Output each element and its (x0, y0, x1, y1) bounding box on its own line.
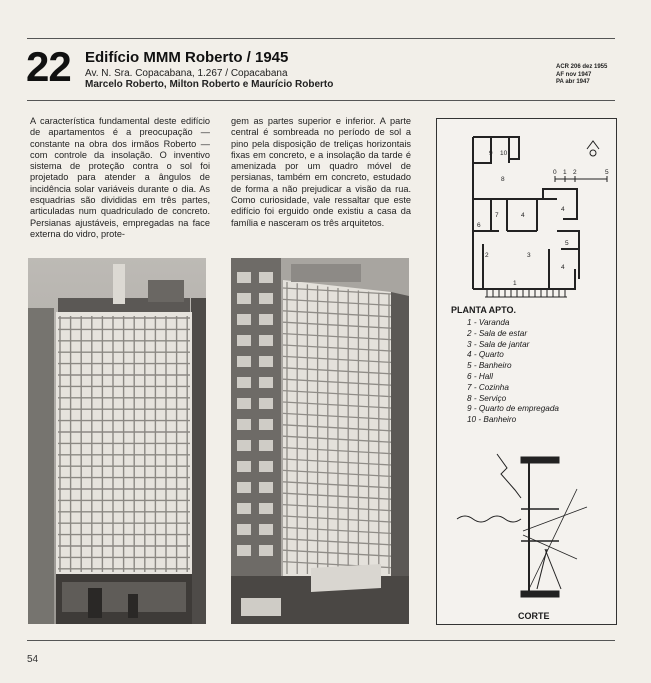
scale-label: 0 (553, 169, 557, 176)
building-title: Edifício MMM Roberto / 1945 (85, 49, 289, 66)
room-label: 4 (561, 206, 565, 213)
legend-item: 4 - Quarto (467, 350, 504, 360)
legend-item: 2 - Sala de estar (467, 328, 528, 338)
text-column-1: A característica fundamental deste edifício de apartamentos é a preocupação — constante na obra dos irmãos Roberto — com controle da insolação. O inventivo sistema de proteção contra o sol foi projetado para atender a ângulos de incidência solar variáveis durante o dia. As esquadrias são divididas em três partes, articuladas num quadriculado de concreto. Persianas ajustáveis, empregadas na face externa do vidro, prote- (30, 116, 210, 239)
legend-item: 8 - Serviço (467, 393, 507, 403)
floor-plan-panel (436, 118, 617, 625)
text-column-2: gem as partes superior e inferior. A parte central é sombreada no período de sol a pino pela disposição de treliças horizontais fixas em concreto, e a insolação da tarde é amenizada por um quadro móvel de persianas, também em concreto, estudado de forma a não prejudicar a visão da rua. Como curiosidade, vale ressaltar que este edifício foi erguido onde existiu a casa da família e nasceram os três arquitetos. (231, 116, 411, 228)
room-label: 10 (500, 150, 508, 157)
scale-label: 2 (573, 169, 577, 176)
room-label: 5 (565, 240, 569, 247)
room-label: 4 (521, 212, 525, 219)
room-label: 7 (495, 212, 499, 219)
building-address: Av. N. Sra. Copacabana, 1.267 / Copacabana (85, 68, 288, 79)
facade-oblique-illustration (231, 258, 409, 624)
room-label: 3 (527, 252, 531, 259)
photo-facade-oblique (231, 258, 409, 624)
legend-item: 1 - Varanda (467, 318, 510, 327)
legend-item: 3 - Sala de jantar (467, 339, 530, 349)
entry-number: 22 (26, 43, 71, 90)
publication-date: AF nov 1947 (556, 71, 592, 78)
top-rule (27, 38, 615, 39)
room-label: 1 (513, 280, 517, 287)
bottom-rule (27, 640, 615, 641)
plan-title: PLANTA APTO. (451, 305, 516, 315)
architects: Marcelo Roberto, Milton Roberto e Maurício Roberto (85, 79, 334, 90)
legend-item: 7 - Cozinha (467, 382, 509, 392)
legend-item: 6 - Hall (467, 371, 493, 381)
photo-facade-front (28, 258, 206, 624)
room-label: 6 (477, 222, 481, 229)
page-number: 54 (27, 654, 39, 665)
room-label: 4 (561, 264, 565, 271)
plan-legend (467, 318, 559, 426)
legend-item: 5 - Banheiro (467, 361, 512, 371)
header-rule (27, 100, 615, 101)
legend-item: 9 - Quarto de empregada (467, 404, 559, 414)
publication-date: PA abr 1947 (556, 79, 590, 85)
room-label: 8 (501, 176, 505, 183)
room-label: 2 (485, 252, 489, 259)
room-label: 9 (489, 150, 493, 157)
scale-label: 1 (563, 169, 567, 176)
publication-dates (556, 64, 607, 87)
scale-label: 5 (605, 169, 609, 176)
legend-item: 10 - Banheiro (467, 415, 517, 425)
facade-front-illustration (28, 258, 206, 624)
publication-date: ACR 206 dez 1955 (556, 64, 608, 70)
section-label: CORTE (518, 611, 550, 621)
